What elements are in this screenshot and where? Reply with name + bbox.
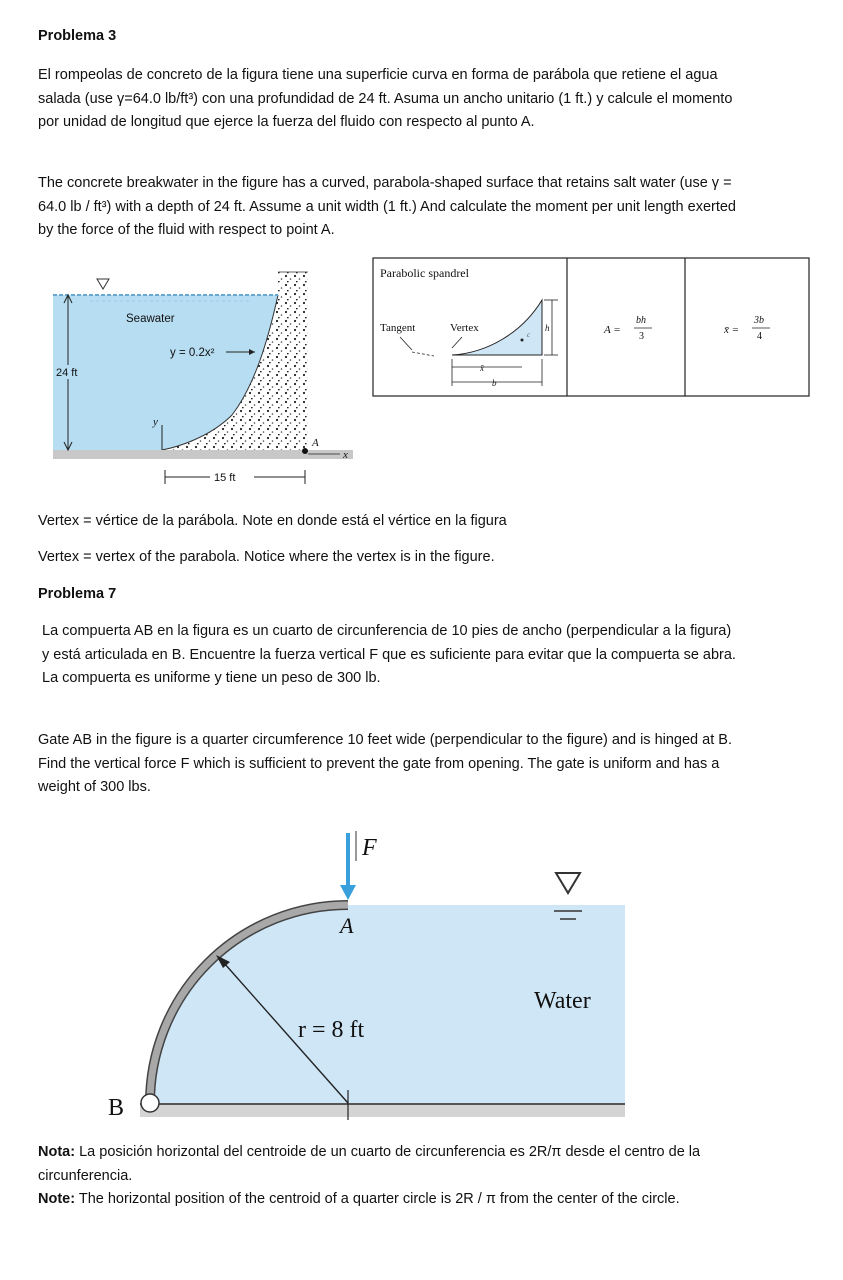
y-axis-label: y bbox=[153, 416, 158, 428]
vertex-label: Vertex bbox=[450, 322, 479, 334]
breakwater-figure bbox=[50, 265, 360, 500]
svg-text:c: c bbox=[527, 331, 531, 339]
problem3-title: Problema 3 bbox=[38, 28, 117, 44]
hinge-b bbox=[141, 1094, 159, 1112]
radius-label: r = 8 ft bbox=[298, 1017, 365, 1043]
area-lhs: A = bbox=[604, 324, 621, 336]
water-label: Water bbox=[534, 988, 591, 1014]
seawater-label: Seawater bbox=[126, 313, 175, 325]
xbar-numerator: 3b bbox=[754, 315, 764, 326]
h-label: h bbox=[545, 323, 550, 333]
table-title-text: Parabolic spandrel bbox=[380, 266, 469, 280]
tangent-label: Tangent bbox=[380, 322, 416, 334]
problem7-note-en bbox=[38, 1188, 758, 1212]
xbar-lhs: x̄ = bbox=[724, 324, 740, 336]
note-es-label: Nota: bbox=[38, 1144, 76, 1160]
gate-figure bbox=[100, 825, 630, 1125]
xbar-denominator: 4 bbox=[757, 331, 762, 342]
problem7-text-es: La compuerta AB en la figura es un cuarto de circunferencia de 10 pies de ancho (perpendicular a la figura) y está articulada en B. Encuentre la fuerza vertical F que es suficiente para evitar que la compuerta se abra. La compuerta es uniforme y tiene un peso de 300 lb. bbox=[42, 623, 736, 686]
ground bbox=[140, 1105, 625, 1117]
area-denominator: 3 bbox=[639, 331, 644, 342]
ground bbox=[53, 450, 353, 459]
problem7-note-es bbox=[38, 1141, 758, 1188]
width-label: 15 ft bbox=[214, 472, 236, 484]
note-es-text: La posición horizontal del centroide de un cuarto de circunferencia es 2R/π desde el centro de la circunferencia. bbox=[38, 1144, 701, 1184]
depth-label: 24 ft bbox=[56, 367, 78, 379]
point-a-marker bbox=[302, 448, 308, 454]
note-en-text: The horizontal position of the centroid of a quarter circle is 2R / π from the center of the circle. bbox=[78, 1191, 680, 1207]
problem3-text-en: The concrete breakwater in the figure has a curved, parabola-shaped surface that retains salt water (use γ = 64.0 lb / ft³) with a depth of 24 ft. Assume a unit width (1 ft.) And calculate the moment per unit length exerted by the force of the fluid with respect to point A. bbox=[38, 175, 736, 238]
free-surface-icon bbox=[97, 279, 109, 289]
parabolic-spandrel-table bbox=[372, 255, 812, 400]
force-label: F bbox=[362, 835, 377, 861]
problem3-text-es: El rompeolas de concreto de la figura tiene una superficie curva en forma de parábola que retiene el agua salada (use γ=64.0 lb/ft³) con una profundidad de 24 ft. Asuma un ancho unitario (1 ft.) y calcule el momento por unidad de longitud que ejerce la fuerza del fluido con respecto al punto A. bbox=[38, 67, 733, 130]
point-a-label: A bbox=[312, 437, 319, 449]
problem7-text-en: Gate AB in the figure is a quarter circumference 10 feet wide (perpendicular to the figure) and is hinged at B. Find the vertical force F which is sufficient to prevent the gate from opening. The gate is uniform and has a weight of 300 lbs. bbox=[38, 732, 732, 795]
problem7-title: Problema 7 bbox=[38, 586, 117, 602]
area-numerator: bh bbox=[636, 315, 646, 326]
xbar-label: x̄ bbox=[480, 363, 484, 373]
problem3-note-en: Vertex = vertex of the parabola. Notice where the vertex is in the figure. bbox=[38, 549, 495, 565]
b-label: b bbox=[492, 378, 497, 388]
problem3-note-es: Vertex = vértice de la parábola. Note en donde está el vértice en la figura bbox=[38, 513, 507, 529]
point-a-label: A bbox=[340, 913, 354, 938]
equation-label: y = 0.2x² bbox=[170, 347, 215, 359]
point-b-label: B bbox=[108, 1095, 125, 1121]
note-en-label: Note: bbox=[38, 1191, 76, 1207]
free-surface-icon bbox=[556, 873, 580, 893]
x-axis-label: x bbox=[343, 449, 348, 461]
